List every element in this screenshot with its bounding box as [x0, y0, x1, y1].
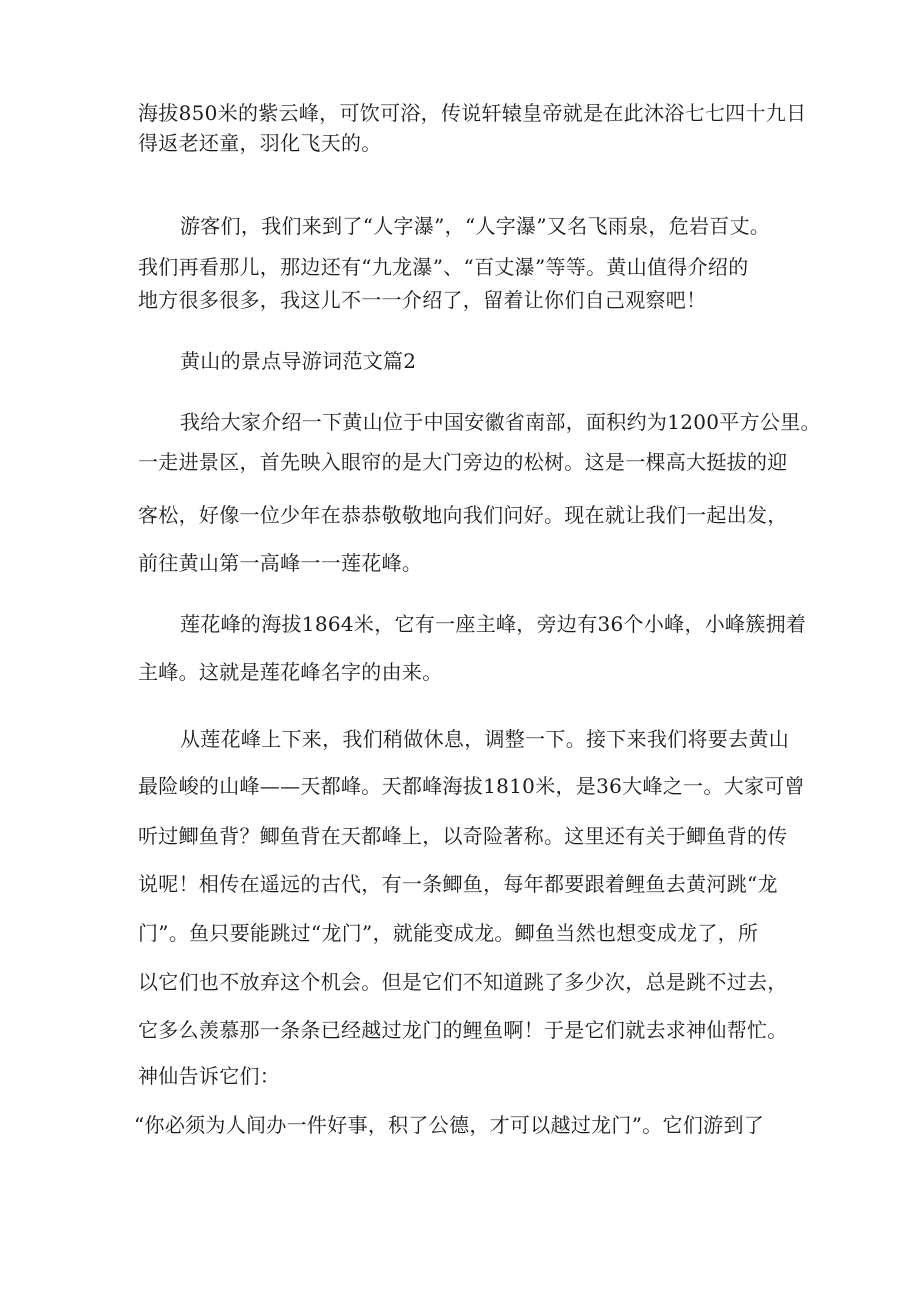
paragraph-line: 我们再看那儿，那边还有“九龙瀑”、“百丈瀑”等等。黄山值得介绍的 [138, 255, 749, 279]
paragraph-line: 听过鲫鱼背？鲫鱼背在天都峰上，以奇险著称。这里还有关于鲫鱼背的传 [138, 824, 788, 848]
paragraph-line: 门”。鱼只要能跳过“龙门”，就能变成龙。鲫鱼当然也想变成龙了，所 [138, 921, 759, 945]
paragraph-line: 前往黄山第一高峰一一莲花峰。 [138, 551, 423, 575]
paragraph-line: 海拔850米的紫云峰，可饮可浴，传说轩辕皇帝就是在此沐浴七七四十九日 [138, 101, 807, 125]
paragraph-line: 莲花峰的海拔1864米，它有一座主峰，旁边有36个小峰，小峰簇拥着 [180, 612, 807, 636]
paragraph-line: 以它们也不放弃这个机会。但是它们不知道跳了多少次，总是跳不过去， [138, 970, 788, 994]
paragraph-line: 它多么羡慕那一条条已经越过龙门的鲤鱼啊！于是它们就去求神仙帮忙。 [138, 1018, 788, 1042]
paragraph-line: 得返老还童，羽化飞天的。 [138, 131, 382, 155]
paragraph-line: 主峰。这就是莲花峰名字的由来。 [138, 660, 443, 684]
paragraph-line: 客松，好像一位少年在恭恭敬敬地向我们问好。现在就让我们一起出发， [138, 503, 788, 527]
paragraph-line: 游客们，我们来到了“人字瀑”，“人字瀑”又名飞雨泉，危岩百丈。 [180, 214, 771, 238]
paragraph-line: 说呢！相传在遥远的古代，有一条鲫鱼，每年都要跟着鲤鱼去黄河跳“龙 [138, 872, 778, 896]
paragraph-line: 一走进景区，首先映入眼帘的是大门旁边的松树。这是一棵高大挺拔的迎 [138, 450, 788, 474]
paragraph-line: 神仙告诉它们： [138, 1064, 281, 1088]
paragraph-line: “你必须为人间办一件好事，积了公德，才可以越过龙门”。它们游到了 [134, 1113, 765, 1137]
paragraph-line: 地方很多很多，我这儿不一一介绍了，留着让你们自己观察吧！ [138, 288, 707, 312]
paragraph-line: 从莲花峰上下来，我们稍做休息，调整一下。接下来我们将要去黄山 [180, 727, 789, 751]
paragraph-line: 最险峻的山峰——天都峰。天都峰海拔1810米，是36大峰之一。大家可曾 [138, 774, 805, 798]
paragraph-line: 我给大家介绍一下黄山位于中国安徽省南部，面积约为1200平方公里。 [180, 410, 821, 434]
section-heading: 黄山的景点导游词范文篇2 [180, 349, 417, 373]
